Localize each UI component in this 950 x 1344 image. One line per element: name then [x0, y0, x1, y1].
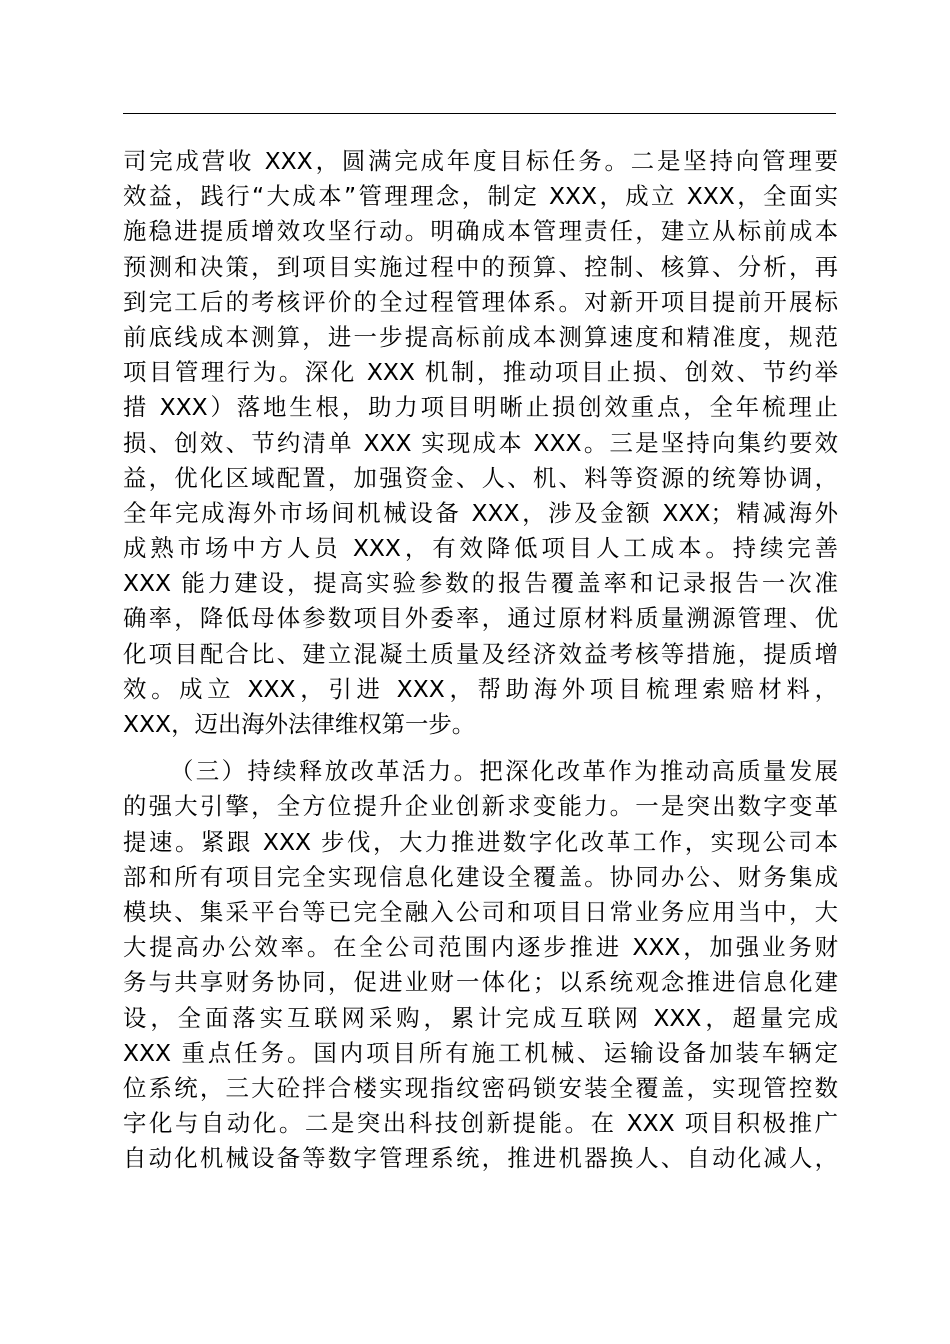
text-line: 损、创效、节约清单 XXX 实现成本 XXX。三是坚持向集约要效 — [123, 428, 838, 457]
text-line: XXX 能力建设，提高实验参数的报告覆盖率和记录报告一次准 — [123, 569, 838, 598]
text-line: 效。成立 XXX，引进 XXX，帮助海外项目梳理索赔材料， — [123, 674, 838, 703]
paragraph-1 — [123, 144, 838, 742]
text-line: 字化与自动化。二是突出科技创新提能。在 XXX 项目积极推广 — [123, 1109, 838, 1138]
body-text — [123, 144, 838, 1176]
text-line: XXX 重点任务。国内项目所有施工机械、运输设备加装车辆定 — [123, 1038, 838, 1067]
paragraph-2 — [123, 754, 838, 1176]
text-line: 项目管理行为。深化 XXX 机制，推动项目止损、创效、节约举 — [123, 358, 838, 387]
text-line: 大提高办公效率。在全公司范围内逐步推进 XXX，加强业务财 — [123, 933, 838, 962]
text-line: 前底线成本测算，进一步提高标前成本测算速度和精准度，规范 — [123, 322, 838, 351]
text-line: 效益，践行“大成本”管理理念，制定 XXX，成立 XXX，全面实 — [123, 182, 838, 211]
text-line: 全年完成海外市场间机械设备 XXX，涉及金额 XXX；精减海外 — [123, 498, 838, 527]
text-line: 益，优化区域配置，加强资金、人、机、料等资源的统筹协调， — [123, 463, 838, 492]
text-line: 施稳进提质增效攻坚行动。明确成本管理责任，建立从标前成本 — [123, 217, 838, 246]
paragraph-gap — [123, 742, 838, 754]
text-line: 部和所有项目完全实现信息化建设全覆盖。协同办公、财务集成 — [123, 862, 838, 891]
text-line: 自动化机械设备等数字管理系统，推进机器换人、自动化减人， — [123, 1144, 838, 1173]
text-line: （三）持续释放改革活力。把深化改革作为推动高质量发展 — [170, 757, 838, 786]
text-line: 确率，降低母体参数项目外委率，通过原材料质量溯源管理、优 — [123, 604, 838, 633]
text-line: 模块、集采平台等已完全融入公司和项目日常业务应用当中，大 — [123, 897, 838, 926]
text-line: 位系统，三大砼拌合楼实现指纹密码锁安装全覆盖，实现管控数 — [123, 1073, 838, 1102]
text-line: XXX，迈出海外法律维权第一步。 — [123, 710, 476, 738]
text-line: 设，全面落实互联网采购，累计完成互联网 XXX，超量完成 — [123, 1003, 838, 1032]
header-rule — [123, 113, 836, 114]
text-line: 的强大引擎，全方位提升企业创新求变能力。一是突出数字变革 — [123, 792, 838, 821]
text-line: 成熟市场中方人员 XXX，有效降低项目人工成本。持续完善 — [123, 534, 838, 563]
text-line: 化项目配合比、建立混凝土质量及经济效益考核等措施，提质增 — [123, 639, 838, 668]
text-line: 预测和决策，到项目实施过程中的预算、控制、核算、分析，再 — [123, 252, 838, 281]
text-line: 提速。紧跟 XXX 步伐，大力推进数字化改革工作，实现公司本 — [123, 827, 838, 856]
text-line: 到完工后的考核评价的全过程管理体系。对新开项目提前开展标 — [123, 287, 838, 316]
text-line: 司完成营收 XXX，圆满完成年度目标任务。二是坚持向管理要 — [123, 147, 838, 175]
text-line: 务与共享财务协同，促进业财一体化；以系统观念推进信息化建 — [123, 968, 838, 997]
text-line: 措 XXX）落地生根，助力项目明晰止损创效重点，全年梳理止 — [123, 393, 838, 422]
